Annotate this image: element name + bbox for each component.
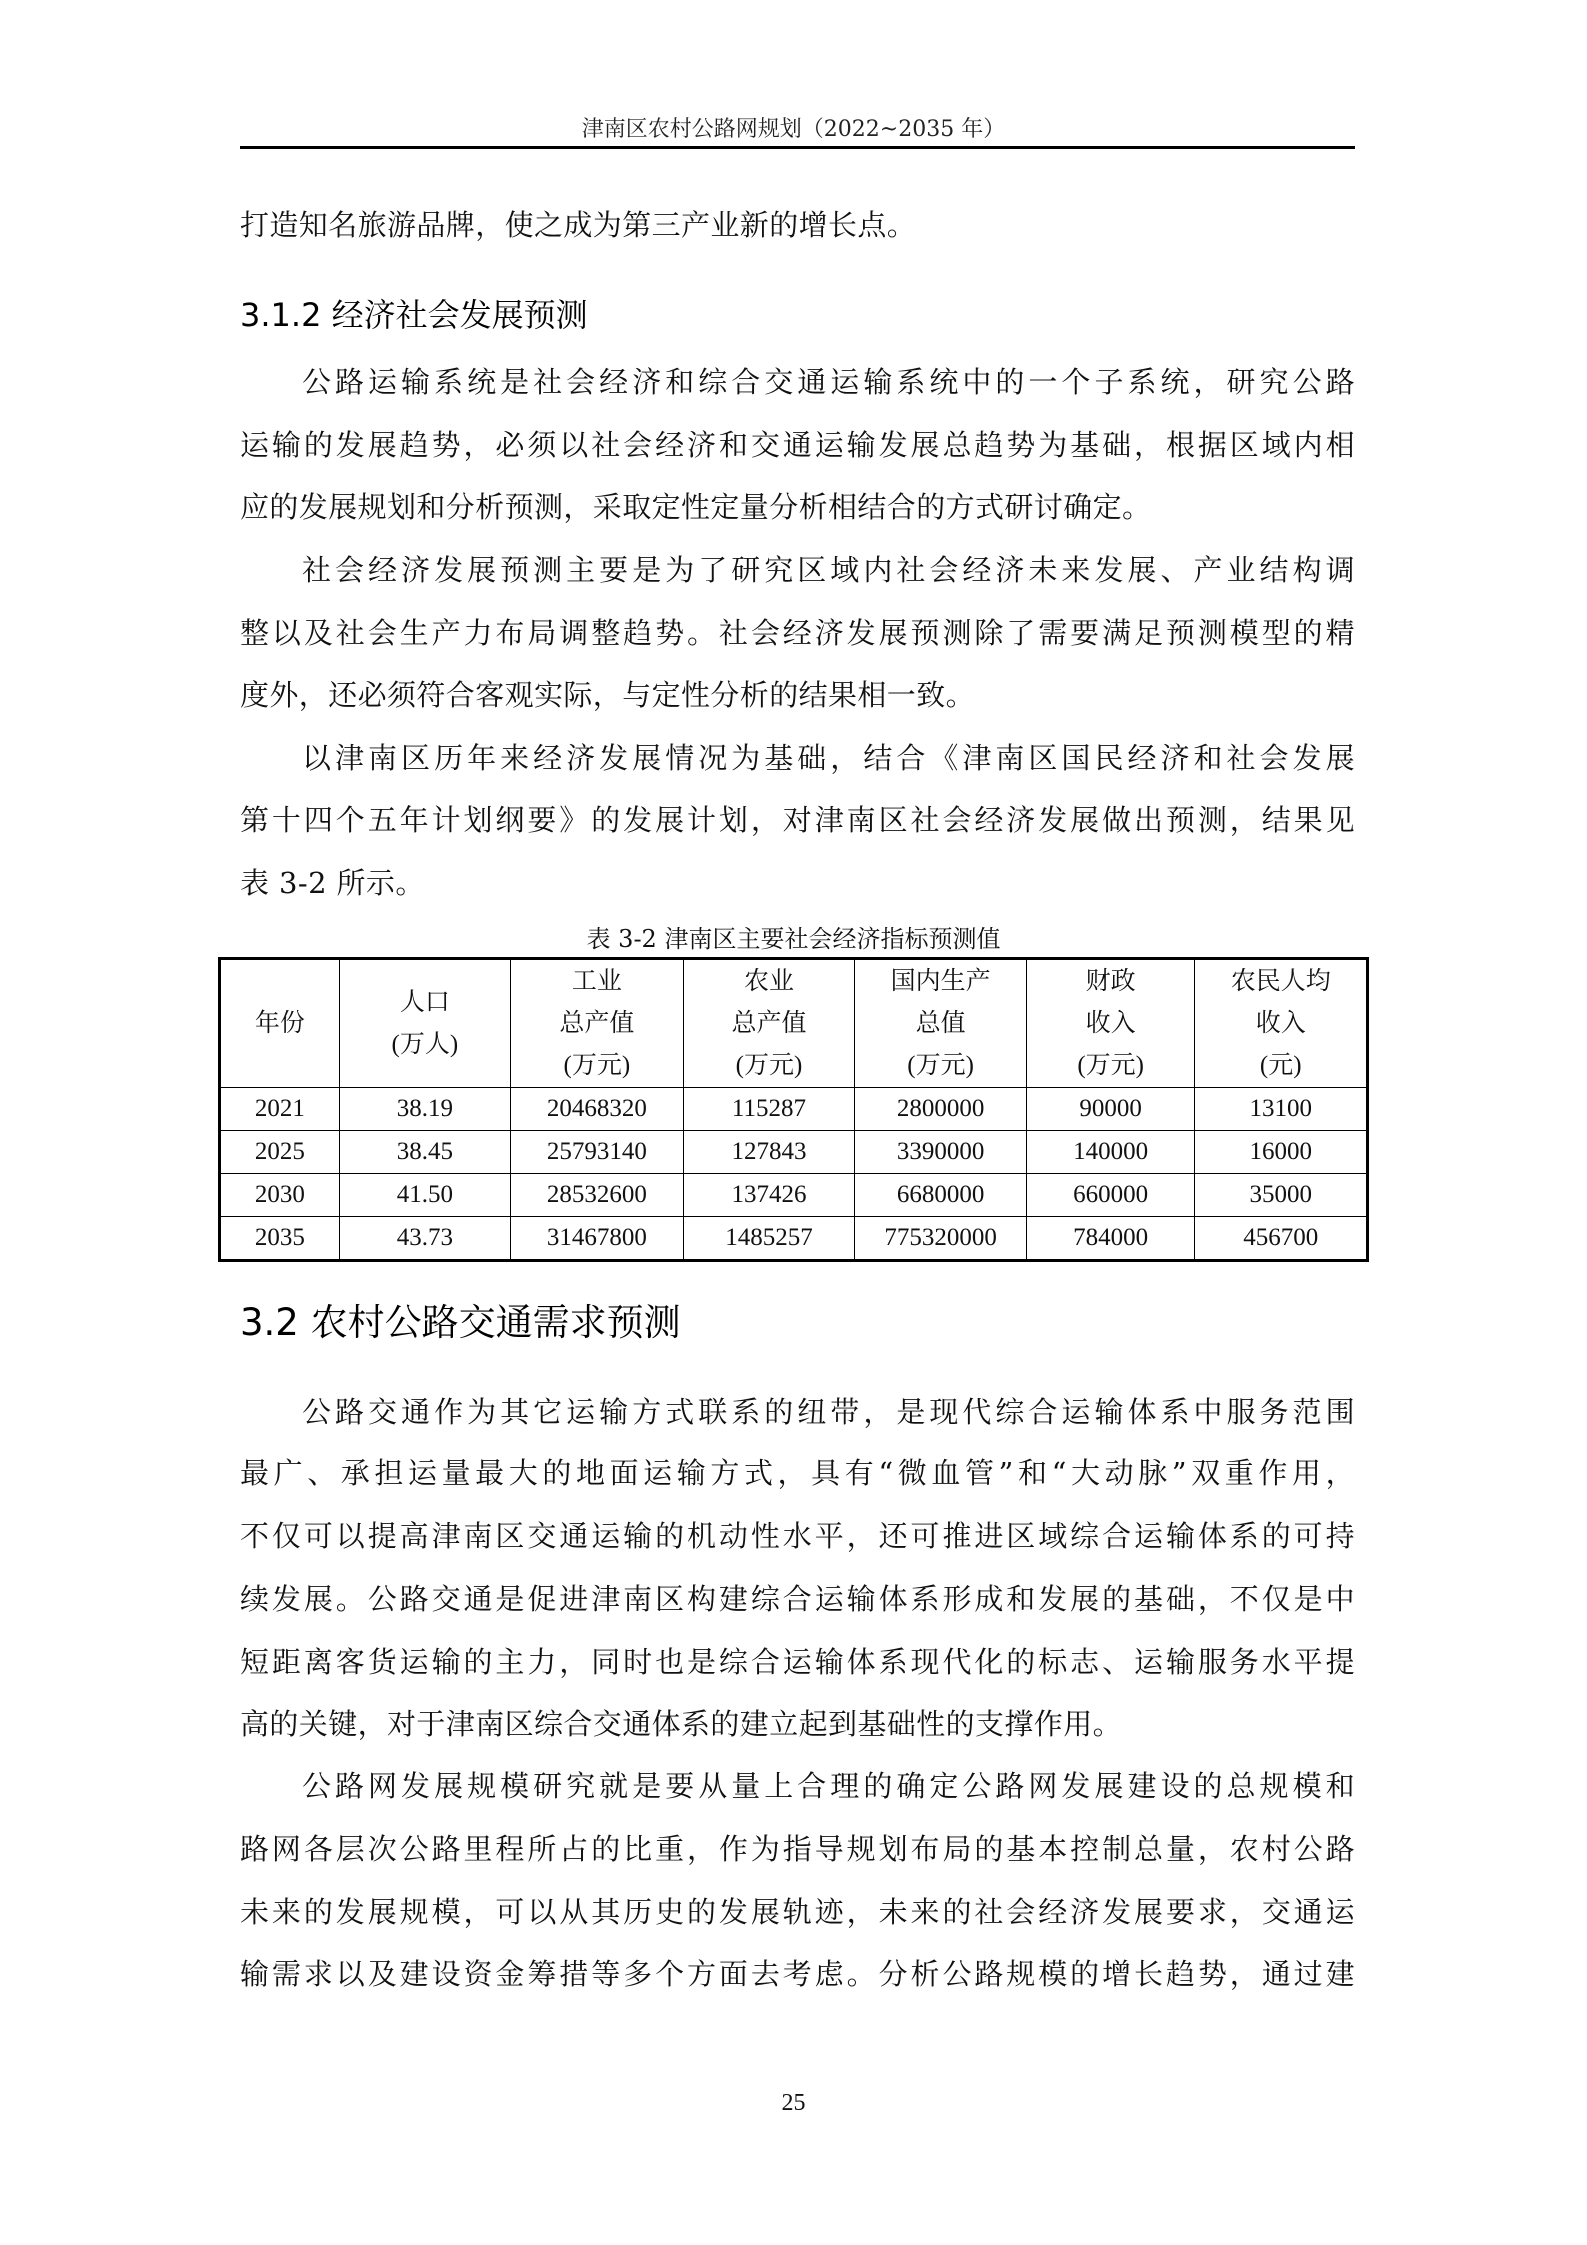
- header-text: 收入: [1085, 1009, 1136, 1037]
- body-line: 高的关键，对于津南区综合交通体系的建立起到基础性的支撑作用。: [240, 1707, 1123, 1741]
- cell-gdp: 775320000: [855, 1217, 1027, 1261]
- header-text: 年份: [254, 1009, 305, 1037]
- table-row: [220, 1217, 1368, 1261]
- body-line: 未来的发展规模，可以从其历史的发展轨迹，未来的社会经济发展要求，交通运: [240, 1895, 1355, 1929]
- body-line: 度外，还必须符合客观实际，与定性分析的结果相一致。: [240, 678, 976, 712]
- header-text: 工业: [571, 967, 622, 995]
- cell-fiscal-revenue: 90000: [1026, 1088, 1195, 1131]
- body-line: 应的发展规划和分析预测，采取定性定量分析相结合的方式研讨确定。: [240, 490, 1152, 524]
- body-line: 输需求以及建设资金筹措等多个方面去考虑。分析公路规模的增长趋势，通过建: [240, 1957, 1355, 1991]
- running-header: 津南区农村公路网规划（2022~2035 年）: [581, 117, 1006, 142]
- body-line: 短距离客货运输的主力，同时也是综合运输体系现代化的标志、运输服务水平提: [240, 1645, 1355, 1679]
- cell-farmer-income: 456700: [1195, 1217, 1368, 1261]
- cell-industrial-output: 25793140: [511, 1131, 684, 1174]
- cell-agricultural-output: 127843: [683, 1131, 855, 1174]
- table-row: [220, 1088, 1368, 1131]
- body-line: 整以及社会生产力布局调整趋势。社会经济发展预测除了需要满足预测模型的精: [240, 616, 1355, 650]
- header-unit: (万人): [391, 1030, 459, 1058]
- table-row: [220, 1174, 1368, 1217]
- header-text: 收入: [1255, 1009, 1306, 1037]
- cell-year: 2035: [220, 1217, 340, 1261]
- body-line: 续发展。公路交通是促进津南区构建综合运输体系形成和发展的基础，不仅是中: [240, 1582, 1355, 1616]
- cell-year: 2030: [220, 1174, 340, 1217]
- table-caption: 表 3-2 津南区主要社会经济指标预测值: [586, 925, 1001, 953]
- body-line: 第十四个五年计划纲要》的发展计划，对津南区社会经济发展做出预测，结果见: [240, 803, 1355, 837]
- economic-indicators-table: [218, 957, 1369, 1262]
- section-heading-3-2: 3.2 农村公路交通需求预测: [240, 1301, 681, 1344]
- cell-agricultural-output: 115287: [683, 1088, 855, 1131]
- column-header-year: [220, 959, 340, 1088]
- body-line: 社会经济发展预测主要是为了研究区域内社会经济未来发展、产业结构调: [302, 553, 1355, 587]
- header-text: 国内生产: [890, 967, 991, 995]
- body-line: 公路交通作为其它运输方式联系的纽带，是现代综合运输体系中服务范围: [302, 1395, 1355, 1429]
- body-line: 表 3-2 所示。: [240, 866, 425, 900]
- column-header-farmer-income: [1195, 959, 1368, 1088]
- cell-agricultural-output: 137426: [683, 1174, 855, 1217]
- cell-population: 38.19: [339, 1088, 510, 1131]
- body-line: 最广、承担运量最大的地面运输方式，具有“微血管”和“大动脉”双重作用，: [240, 1456, 1355, 1490]
- header-text: 总值: [915, 1009, 966, 1037]
- cell-farmer-income: 35000: [1195, 1174, 1368, 1217]
- cell-fiscal-revenue: 784000: [1026, 1217, 1195, 1261]
- body-line: 打造知名旅游品牌，使之成为第三产业新的增长点。: [240, 208, 917, 242]
- cell-population: 41.50: [339, 1174, 510, 1217]
- cell-agricultural-output: 1485257: [683, 1217, 855, 1261]
- header-unit: (万元): [735, 1051, 803, 1079]
- header-unit: (万元): [907, 1051, 974, 1079]
- header-text: 农业: [743, 967, 794, 995]
- table-row: [220, 1131, 1368, 1174]
- cell-year: 2025: [220, 1131, 340, 1174]
- cell-gdp: 2800000: [855, 1088, 1027, 1131]
- body-line: 以津南区历年来经济发展情况为基础，结合《津南区国民经济和社会发展: [302, 741, 1355, 775]
- header-unit: (元): [1259, 1051, 1302, 1079]
- cell-farmer-income: 13100: [1195, 1088, 1368, 1131]
- body-line: 公路运输系统是社会经济和综合交通运输系统中的一个子系统，研究公路: [302, 365, 1355, 399]
- cell-fiscal-revenue: 140000: [1026, 1131, 1195, 1174]
- cell-gdp: 6680000: [855, 1174, 1027, 1217]
- cell-industrial-output: 20468320: [511, 1088, 684, 1131]
- column-header-gdp: [855, 959, 1027, 1088]
- cell-year: 2021: [220, 1088, 340, 1131]
- body-line: 公路网发展规模研究就是要从量上合理的确定公路网发展建设的总规模和: [302, 1769, 1355, 1803]
- page-number: 25: [781, 2090, 806, 2116]
- header-rule: [240, 146, 1355, 149]
- header-text: 财政: [1085, 967, 1136, 995]
- header-unit: (万元): [563, 1051, 631, 1079]
- column-header-agricultural-output: [683, 959, 855, 1088]
- header-text: 总产值: [731, 1009, 807, 1037]
- table-header-row: [220, 959, 1368, 1088]
- cell-industrial-output: 28532600: [511, 1174, 684, 1217]
- cell-population: 38.45: [339, 1131, 510, 1174]
- column-header-population: [339, 959, 510, 1088]
- cell-population: 43.73: [339, 1217, 510, 1261]
- header-text: 农民人均: [1230, 967, 1331, 995]
- section-heading-3-1-2: 3.1.2 经济社会发展预测: [240, 296, 588, 334]
- body-line: 路网各层次公路里程所占的比重，作为指导规划布局的基本控制总量，农村公路: [240, 1832, 1355, 1866]
- column-header-industrial-output: [511, 959, 684, 1088]
- cell-industrial-output: 31467800: [511, 1217, 684, 1261]
- body-line: 不仅可以提高津南区交通运输的机动性水平，还可推进区域综合运输体系的可持: [240, 1519, 1355, 1553]
- header-text: 人口: [399, 988, 450, 1016]
- cell-farmer-income: 16000: [1195, 1131, 1368, 1174]
- body-line: 运输的发展趋势，必须以社会经济和交通运输发展总趋势为基础，根据区域内相: [240, 428, 1355, 462]
- column-header-fiscal-revenue: [1026, 959, 1195, 1088]
- cell-fiscal-revenue: 660000: [1026, 1174, 1195, 1217]
- cell-gdp: 3390000: [855, 1131, 1027, 1174]
- header-text: 总产值: [559, 1009, 635, 1037]
- header-unit: (万元): [1077, 1051, 1144, 1079]
